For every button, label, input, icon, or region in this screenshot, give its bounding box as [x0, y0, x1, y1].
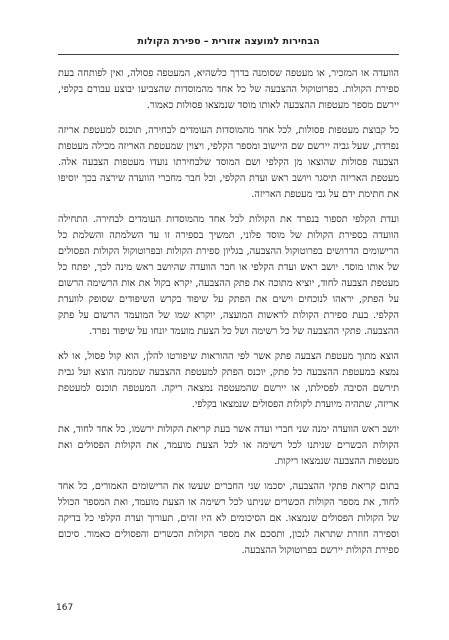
paragraph: ועדת הקלפי תספור בנפרד את הקולות לכל אחד מהמוסדות העומדים לבחירה. התחילה הוועדה בספירת הקולות של מוסד פלוני, תמשיך בספירה זו עד השלמתה והשלמת כל הרישומים הדרושים בפרוטוקול ההצבעה, בגליון ספירת הקולות ובפרוטוקול הקולות הפסולים של אותו מוסד. יושב ראש ועדת הקלפי או חבר הוועדה שהיושב ראש מינה לכך, יפתח כל מעטפת הצבעה לחוד, יוציא מתוכה את פתק ההצבעה, יקרא בקול את אות הרשימה הרשום על הפתק, יראהו לנוכחים וישים את הפתק על שיפוד בקרש השיפודים שסופק לוועדת הקלפי. בעת ספירת הקולות לראשות המועצה, יוקרא שמו של המועמד הרשום על פתק ההצבעה. פתקי ההצבעה של כל רשימה ושל כל הצעת מועמד יונחו על שיפוד נפרד.	[58, 214, 399, 337]
paragraph: הוועדה או המזכיר, או מעטפה שסומנה בדרך כלשהיא, המעטפה פסולה, ואין לפותחה בעת ספירת הקולות. בפרוטוקול ההצבעה של כל אחד מהמוסדות שהצביעו יבוצע עבורם בקלפי, יירשם מספר מעטפות ההצבעה לאותו מוסד שנמצאו פסולות כאמור.	[58, 68, 399, 111]
body-text	[58, 66, 399, 568]
paragraph: כל קבוצת מעטפות פסולות, לכל אחד מהמוסדות העומדים לבחירה, תוכנס למעטפת אריזה נפרדת, שעל גביה יירשם שם היישוב ומספר הקלפי, ויצוין שמעטפת האריזה מכילה מעטפות הצבעה פסולות שהוצאו מן הקלפי ושם המוסד שלבחירתו נועדו מעטפות הצבעה אלה. מעטפת האריזה תיסגר ויושב ראש ועדת הקלפי, וכל חבר מחברי הוועדה שירצה בכך יוסיפו את חתימת ידם על גבי מעטפת האריזה.	[58, 125, 399, 200]
running-header: הבחירות למועצה אזורית – ספירת הקולות	[137, 36, 320, 47]
paragraph: הוצא מתוך מעטפת הצבעה פתק אשר לפי ההוראות שיפורטו להלן, הוא קול פסול, או לא נמצא במעטפת ההצבעה כל פתק, יוכנס הפתק למעטפת ההצבעה שממנה הוצא ועל גבית תירשם הסיבה לפסילתו, או יירשם שהמעטפה נמצאה ריקה. המעטפה תוכנס למעטפת אריזה, שתהיה מיועדת לקולות הפסולים שנמצאו בקלפי.	[58, 351, 399, 410]
paragraph: בתום קריאת פתקי ההצבעה, יסכמו שני החברים שעשו את הרישומים האמורים, כל אחד לחוד, את מספר הקולות הכשרים שניתנו לכל רשימה או הצעת מועמד, ואת המספר הכולל של הקולות הפסולים שנמצאו. אם הסיכומים לא היו זהים, תעורוך ועדת הקלפי כל בדיקה וספירה חוזרת שתראה לנכון, ותסכם את מספר הקולות הכשרים והפסולים כאמור. סיכום ספירת הקולות יירשם בפרוטוקול ההצבעה.	[58, 481, 399, 556]
paragraph: יושב ראש הוועדה ימנה שני חברי ועדה אשר בעת קריאת הקולות ירשמו, כל אחד לחוד, את הקולות הכשרים שניתנו לכל רשימה או לכל הצעת מועמד, את הקולות הפסולים ואת מעטפות ההצבעה שנמצאו ריקות.	[58, 424, 399, 467]
page-number: 167	[56, 603, 74, 613]
header-divider	[58, 54, 399, 55]
